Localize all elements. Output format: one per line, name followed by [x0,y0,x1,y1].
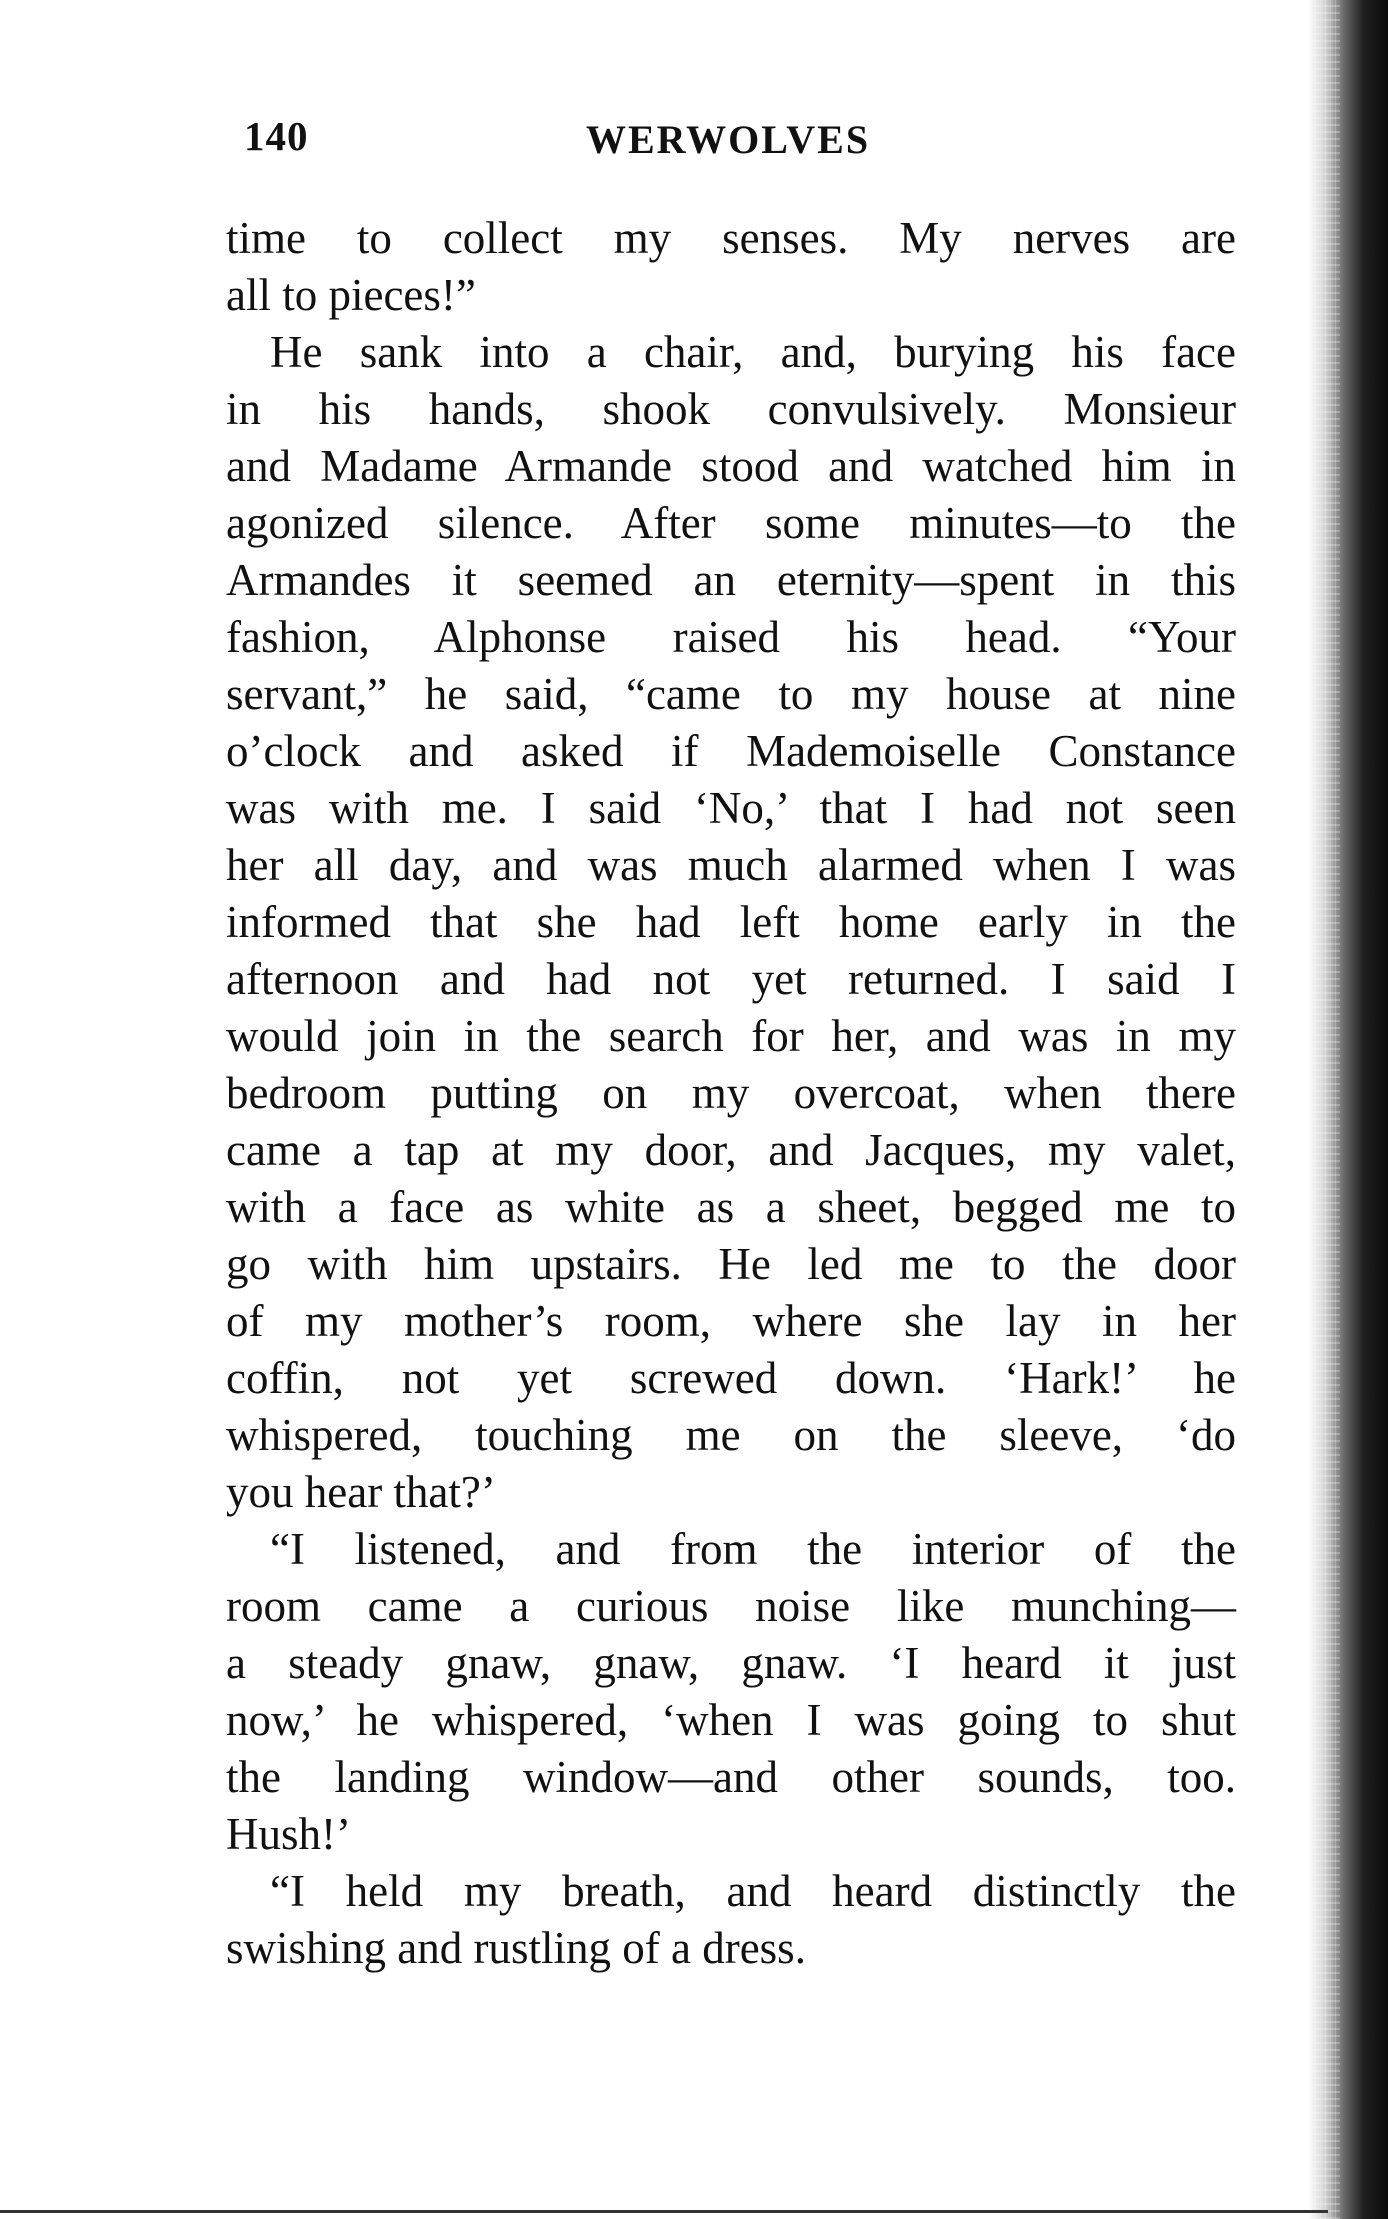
text-line: in his hands, shook convulsively. Monsieur [226,384,1236,434]
text-line: o’clock and asked if Mademoiselle Constance [226,726,1236,776]
body-text [226,210,1236,1977]
text-line: you hear that?’ [226,1467,496,1517]
text-line: swishing and rustling of a dress. [226,1923,806,1973]
text-line: room came a curious noise like munching— [226,1581,1236,1631]
text-line: coffin, not yet screwed down. ‘Hark!’ he [226,1353,1236,1403]
text-line: servant,” he said, “came to my house at nine [226,669,1236,719]
text-line: informed that she had left home early in the [226,897,1236,947]
text-line: of my mother’s room, where she lay in her [226,1296,1236,1346]
text-line: whispered, touching me on the sleeve, ‘do [226,1410,1236,1460]
text-line: “I held my breath, and heard distinctly the [270,1866,1236,1916]
text-line: time to collect my senses. My nerves are [226,213,1236,263]
text-line: bedroom putting on my overcoat, when there [226,1068,1236,1118]
text-line: was with me. I said ‘No,’ that I had not seen [226,783,1236,833]
page-number: 140 [244,113,309,159]
running-head: WERWOLVES [586,117,871,162]
text-line: the landing window—and other sounds, too. [226,1752,1236,1802]
binding-texture [1310,0,1340,2219]
text-line: her all day, and was much alarmed when I was [226,840,1236,890]
text-line: came a tap at my door, and Jacques, my valet, [226,1125,1236,1175]
text-line: and Madame Armande stood and watched him in [226,441,1236,491]
page-header [244,112,1244,172]
text-line: go with him upstairs. He led me to the door [226,1239,1236,1289]
text-line: now,’ he whispered, ‘when I was going to shut [226,1695,1236,1745]
text-line: “I listened, and from the interior of the [270,1524,1236,1574]
text-line: Hush!’ [226,1809,351,1859]
text-line: a steady gnaw, gnaw, gnaw. ‘I heard it just [226,1638,1236,1688]
text-line: with a face as white as a sheet, begged me to [226,1182,1236,1232]
text-line: Armandes it seemed an eternity—spent in this [226,555,1236,605]
text-line: fashion, Alphonse raised his head. “Your [226,612,1236,662]
text-line: would join in the search for her, and was in my [226,1011,1236,1061]
text-line: He sank into a chair, and, burying his face [270,327,1236,377]
text-line: afternoon and had not yet returned. I said I [226,954,1236,1004]
bottom-edge-rule [0,2210,1328,2213]
text-line: agonized silence. After some minutes—to the [226,498,1236,548]
text-line: all to pieces!” [226,270,476,320]
